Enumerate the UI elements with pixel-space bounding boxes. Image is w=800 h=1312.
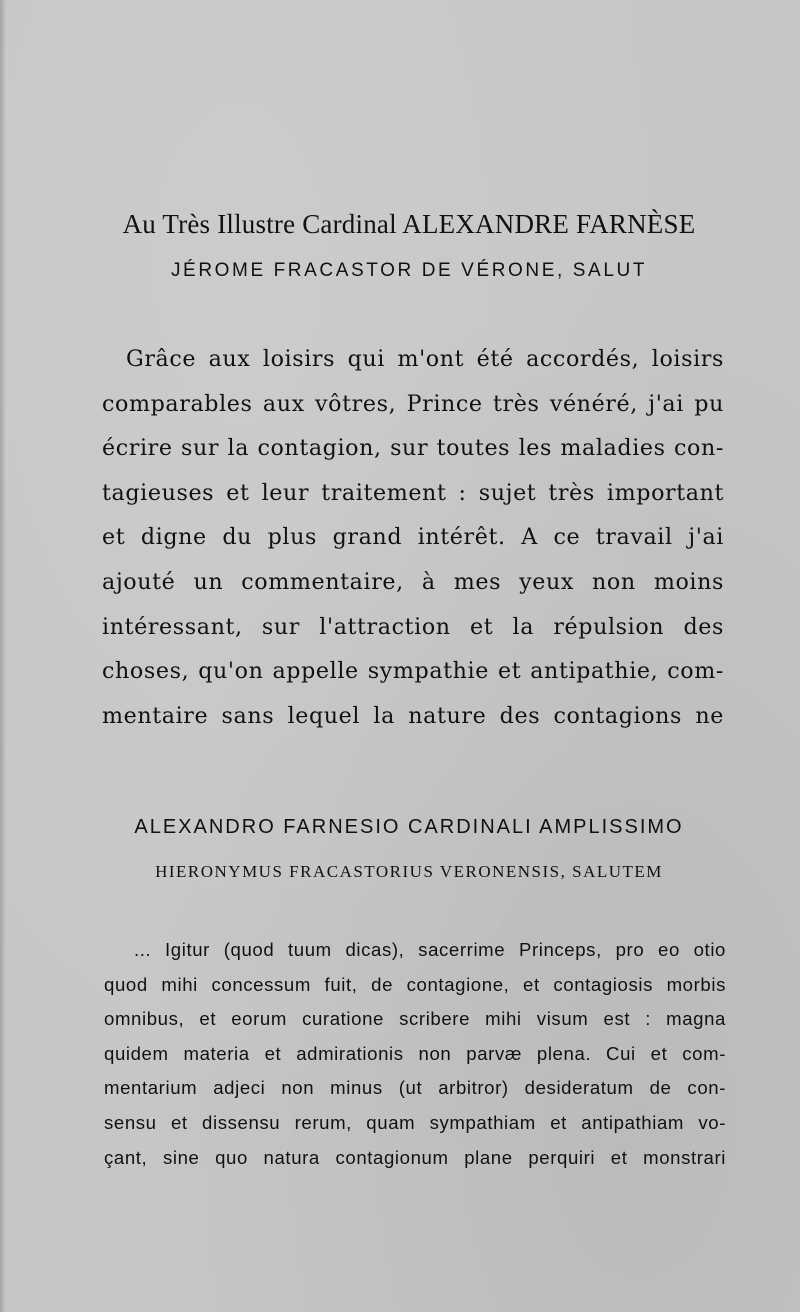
latin-line: sensu et dissensu rerum, quam sympathiam et antipathiam vo-: [104, 1111, 726, 1133]
latin-line: çant, sine quo natura contagionum plane perquiri et monstrari: [104, 1146, 726, 1168]
latin-line: quod mihi concessum fuit, de contagione, et contagiosis morbis: [104, 973, 726, 995]
latin-dedication-heading: ALEXANDRO FARNESIO CARDINALI AMPLISSIMO: [134, 816, 684, 838]
french-dedication-heading: Au Très Illustre Cardinal ALEXANDRE FARNÈSE: [122, 209, 696, 239]
latin-line: mentarium adjeci non minus (ut arbitror) desideratum de con-: [104, 1077, 726, 1099]
french-line: tagieuses et leur traitement : sujet très important: [102, 479, 724, 506]
latin-line: quidem materia et admirationis non parvæ plena. Cui et com-: [104, 1042, 726, 1064]
french-line: Grâce aux loisirs qui m'ont été accordés, loisirs: [126, 346, 724, 372]
latin-dedication-subheading: HIERONYMUS FRACASTORIUS VERONENSIS, SALUTEM: [155, 862, 663, 881]
french-dedication-subheading: JÉROME FRACASTOR DE VÉRONE, SALUT: [170, 260, 648, 281]
latin-line: omnibus, et eorum curatione scribere mihi visum est : magna: [104, 1008, 726, 1030]
french-line: intéressant, sur l'attraction et la répulsion des: [102, 613, 724, 640]
french-paragraph: [102, 337, 724, 738]
french-line: mentaire sans lequel la nature des contagions ne: [102, 702, 724, 729]
latin-paragraph: [104, 933, 726, 1175]
french-line: choses, qu'on appelle sympathie et antipathie, com-: [102, 658, 724, 685]
french-line: écrire sur la contagion, sur toutes les maladies con-: [102, 435, 724, 462]
french-line: et digne du plus grand intérêt. A ce travail j'ai: [102, 524, 724, 551]
french-line: ajouté un commentaire, à mes yeux non moins: [102, 568, 724, 595]
page-edge-shadow: [0, 0, 6, 1312]
latin-line: ... Igitur (quod tuum dicas), sacerrime Princeps, pro eo otio: [134, 939, 726, 960]
french-line: comparables aux vôtres, Prince très vénéré, j'ai pu: [102, 390, 724, 417]
